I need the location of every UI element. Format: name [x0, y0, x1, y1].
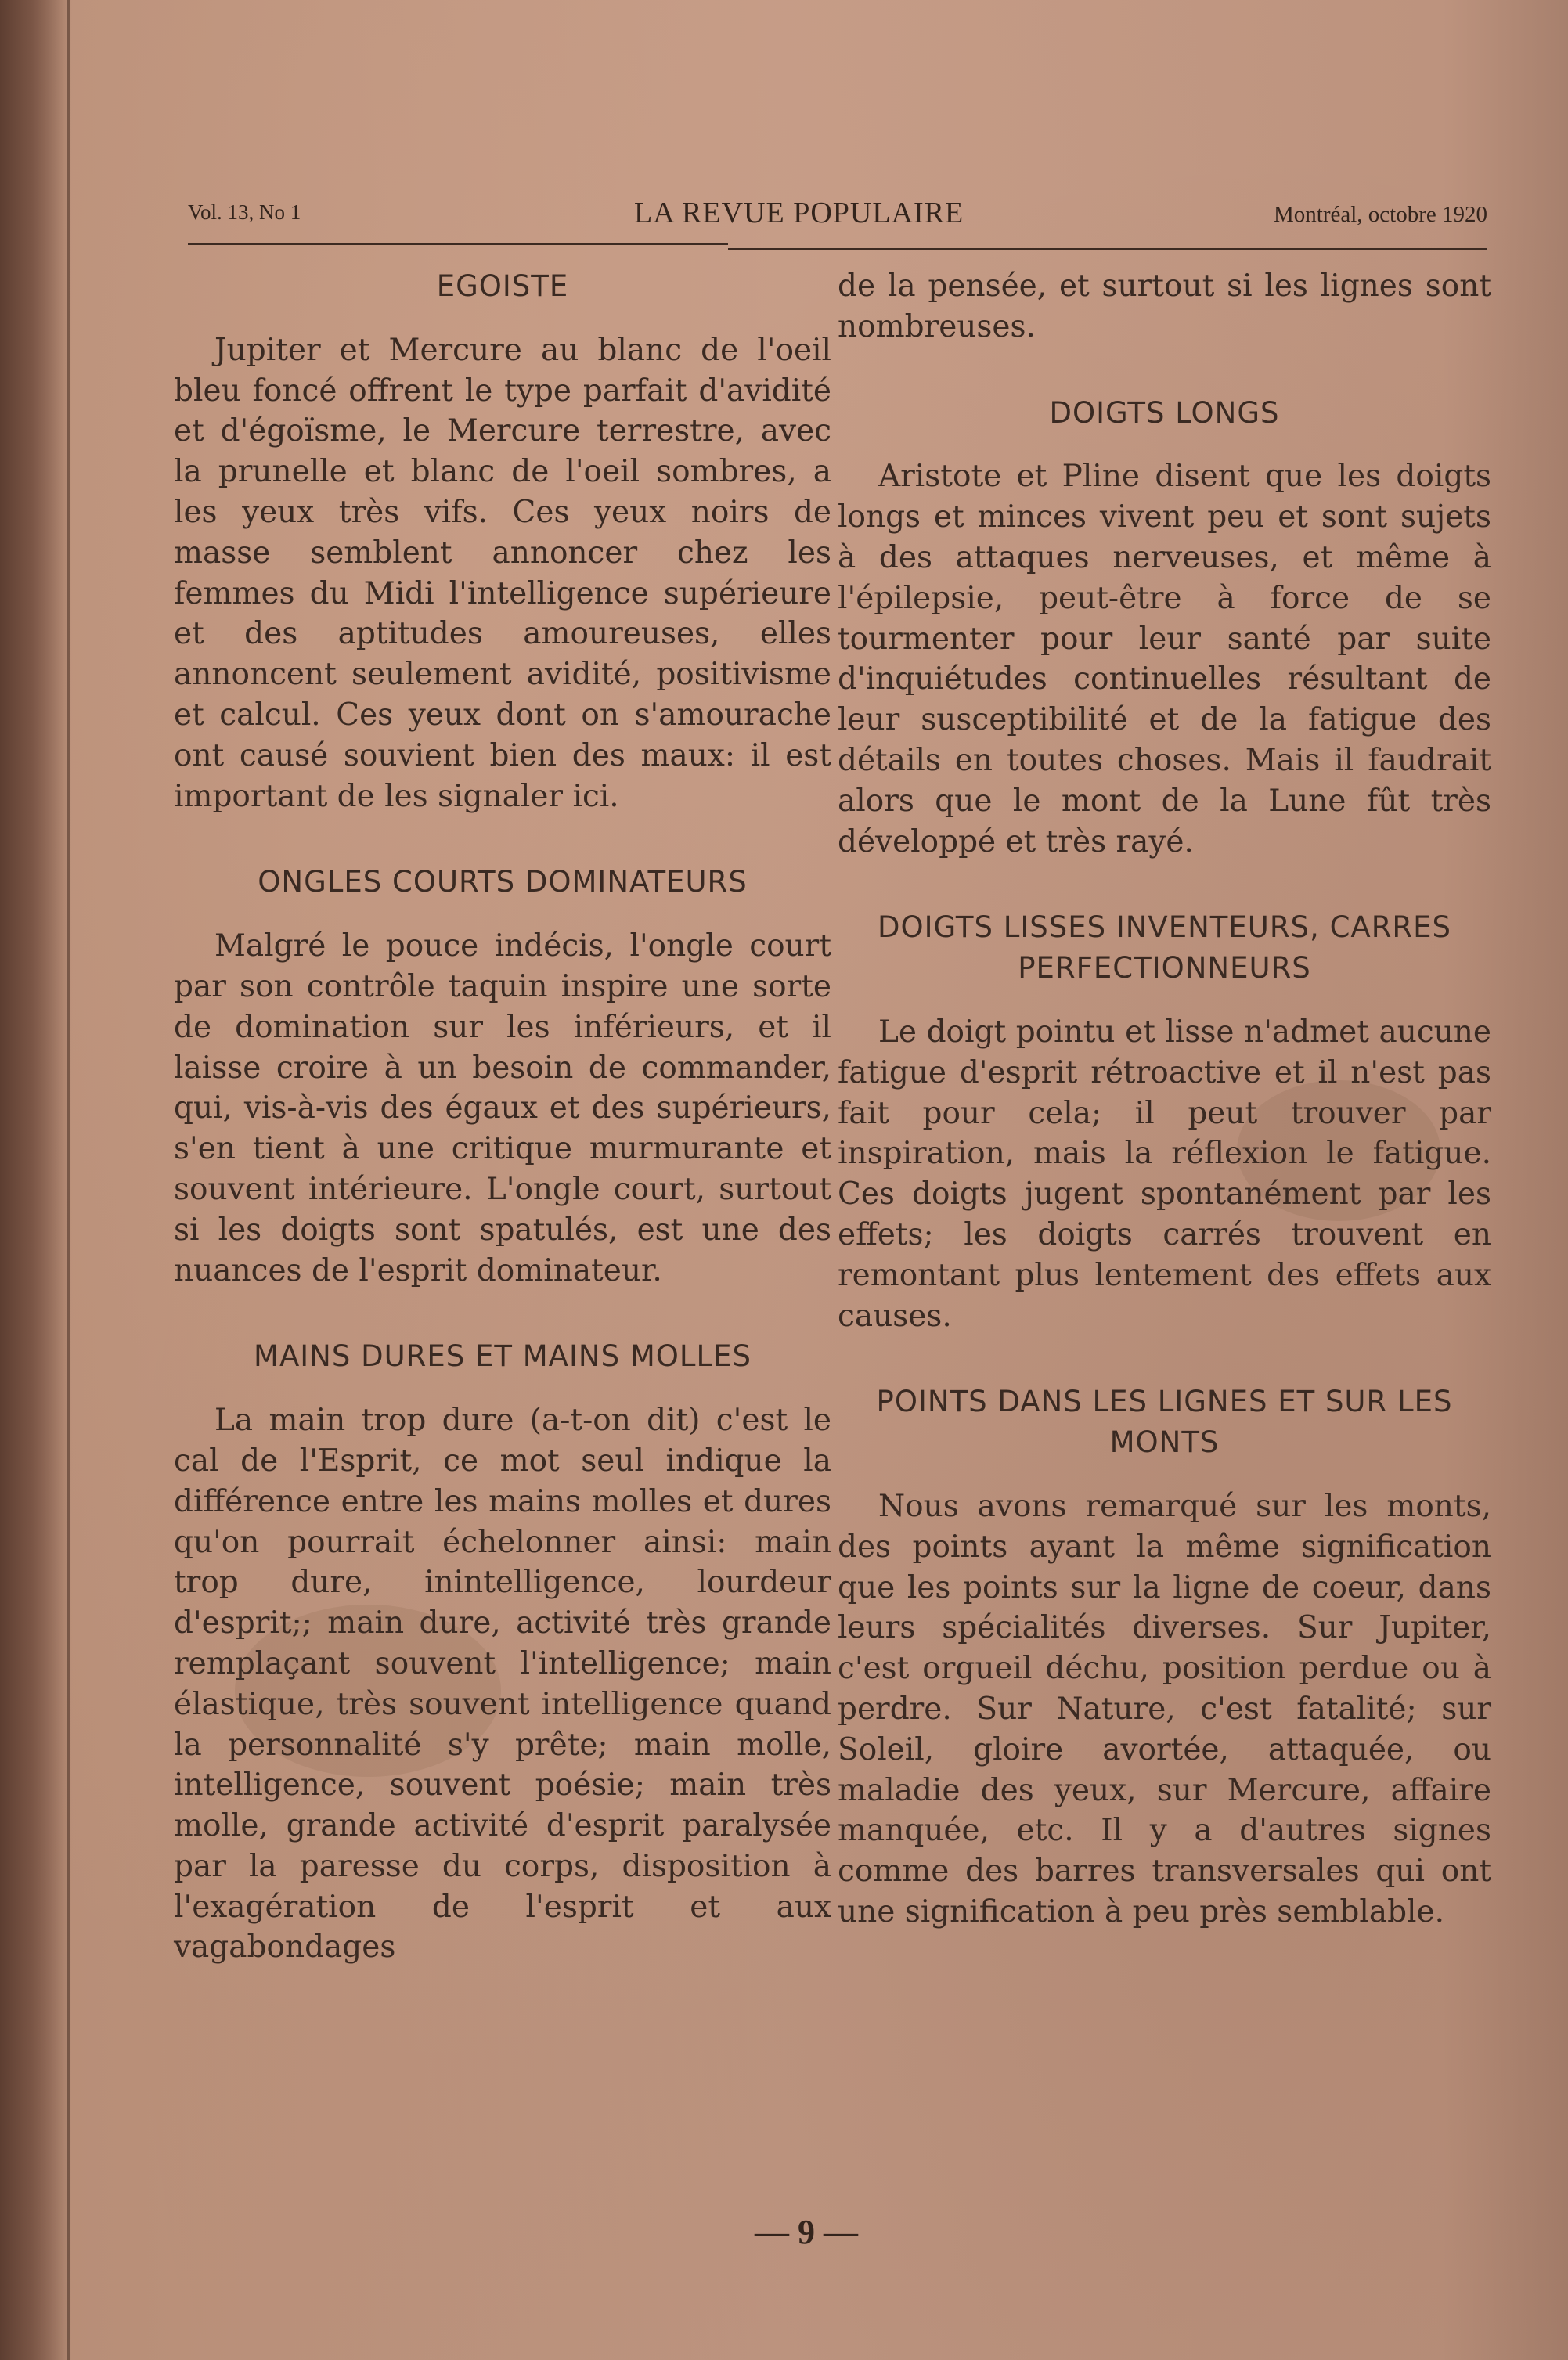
page-binding-edge	[0, 0, 72, 2360]
volume-number: Vol. 13, No 1	[188, 200, 301, 224]
paragraph-points: Nous avons remarqué sur les monts, des points ayant la même signification que les points sur la ligne de coeur, dans leurs spécialités diverses. Sur Jupiter, c'est orgueil déchu, position perdue ou à perdre. Sur Nature, c'est fatalité; sur Soleil, gloire avortée, attaquée, ou maladie des yeux, sur Mercure, affaire manquée, etc. Il y a d'autres signes comme des barres transversales qui ont une signification à peu près semblable.	[838, 1488, 1491, 1929]
heading-ongles-courts: ONGLES COURTS DOMINATEURS	[258, 865, 748, 899]
paragraph-doigts-longs: Aristote et Pline disent que les doigts longs et minces vivent peu et sont sujets à des attaques nerveuses, et même à l'épilepsie, peut-être à force de se tourmenter pour leur santé par suite d'inquiétudes continuelles résultant de leur susceptibilité et de la fatigue des détails en toutes choses. Mais il faudrait alors que le mont de la Lune fût très développé et très rayé.	[838, 459, 1491, 859]
page-number: — 9 —	[755, 2213, 858, 2251]
header-rule-right	[728, 248, 1487, 250]
running-header	[188, 194, 1487, 241]
heading-doigts-lisses: DOIGTS LISSES INVENTEURS, CARRES PERFECTIONNEURS	[877, 910, 1451, 985]
right-column	[838, 266, 1491, 1933]
left-column	[174, 266, 831, 1968]
header-rule-left	[188, 243, 728, 245]
heading-egoiste: EGOISTE	[436, 269, 569, 303]
paragraph-mains-dures: La main trop dure (a-t-on dit) c'est le cal de l'Esprit, ce mot seul indique la différence entre les mains molles et dures qu'on pourrait échelonner ainsi: main trop dure, inintelligence, lourdeur d'esprit;; main dure, activité très grande remplaçant souvent l'intelligence; main élastique, très souvent intelligence quand la personnalité s'y prête; main molle, intelligence, souvent poésie; main très molle, grande activité d'esprit paralysée par la paresse du corps, disposition à l'exagération de l'esprit et aux vagabondages	[174, 1403, 831, 1965]
heading-doigts-longs: DOIGTS LONGS	[1049, 395, 1280, 430]
paragraph-continuation: de la pensée, et surtout si les lignes sont nombreuses.	[838, 268, 1491, 344]
heading-points: POINTS DANS LES LIGNES ET SUR LES MONTS	[876, 1385, 1453, 1460]
paragraph-ongles-courts: Malgré le pouce indécis, l'ongle court par son contrôle taquin inspire une sorte de domination sur les inférieurs, et il laisse croire à un besoin de commander, qui, vis-à-vis des égaux et des supérieurs, s'en tient à une critique murmurante et souvent intérieure. L'ongle court, surtout si les doigts sont spatulés, est une des nuances de l'esprit dominateur.	[174, 928, 831, 1288]
heading-mains-dures: MAINS DURES ET MAINS MOLLES	[254, 1339, 752, 1374]
publication-title: LA REVUE POPULAIRE	[634, 196, 964, 229]
paragraph-egoiste: Jupiter et Mercure au blanc de l'oeil bleu foncé offrent le type parfait d'avidité et d'égoïsme, le Mercure terrestre, avec la prunelle et blanc de l'oeil sombres, a les yeux très vifs. Ces yeux noirs de masse semblent annoncer chez les femmes du Midi l'intelligence supérieure et des aptitudes amoureuses, elles annoncent seulement avidité, positivisme et calcul. Ces yeux dont on s'amourache ont causé souvient bien des maux: il est important de les signaler ici.	[174, 332, 831, 814]
binding-line	[67, 0, 70, 2360]
paragraph-doigts-lisses: Le doigt pointu et lisse n'admet aucune fatigue d'esprit rétroactive et il n'est pas fait pour cela; il peut trouver par inspiration, mais la réflexion le fatigue. Ces doigts jugent spontanément par les effets; les doigts carrés trouvent en remontant plus lentement des effets aux causes.	[838, 1014, 1491, 1334]
issue-date: Montréal, octobre 1920	[1273, 202, 1487, 227]
